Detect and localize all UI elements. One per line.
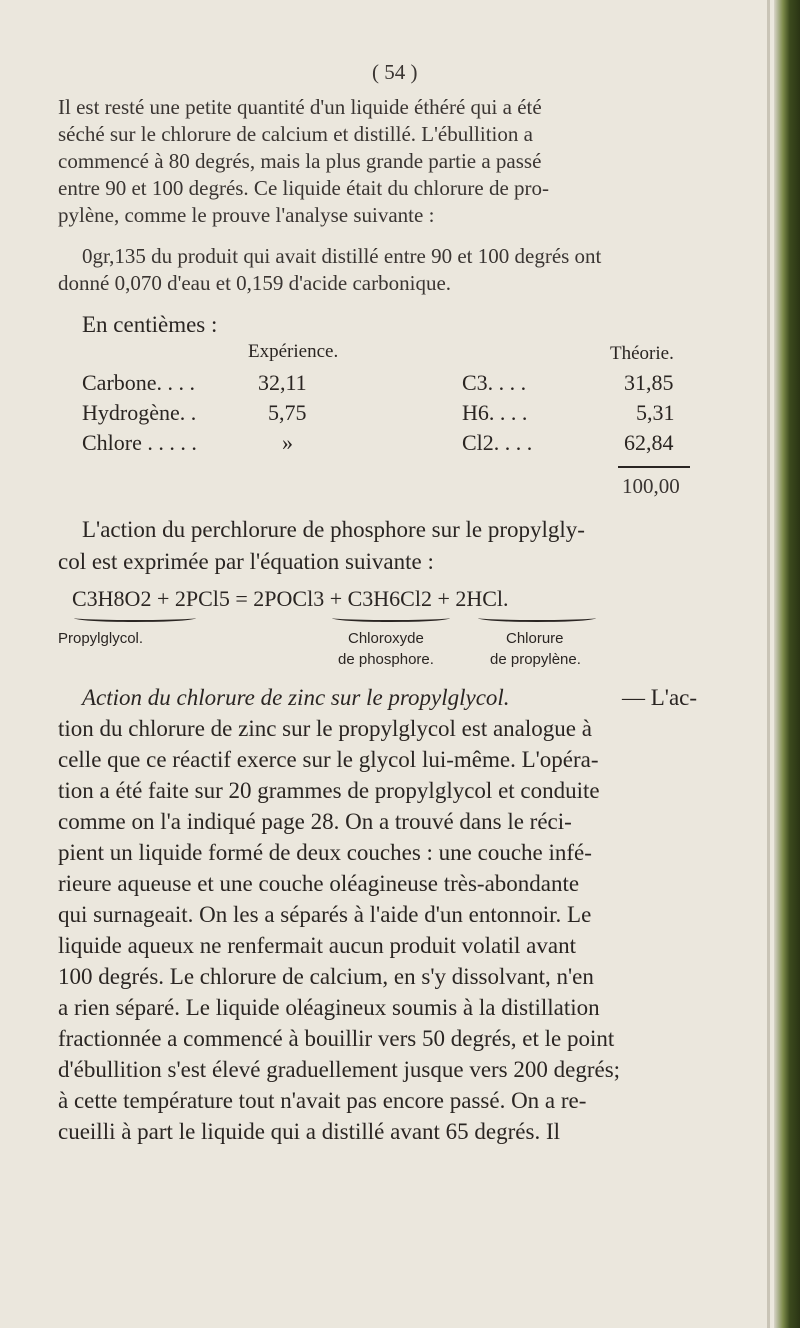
section-line-8: liquide aqueux ne renfermait aucun produit volatil avant [58, 933, 576, 958]
label-oxychloride-2: de phosphore. [338, 651, 434, 668]
reaction-line-1: L'action du perchlorure de phosphore sur le propylgly- [82, 517, 585, 542]
row-carbon-formula: C3. . . . [462, 370, 527, 395]
total-rule [618, 466, 690, 468]
intro-line-5: pylène, comme le prouve l'analyse suivante : [58, 203, 435, 227]
page-binding-edge [774, 0, 800, 1328]
section-title: Action du chlorure de zinc sur le propylglycol. [82, 685, 510, 710]
intro-line-4: entre 90 et 100 degrés. Ce liquide était du chlorure de pro- [58, 176, 549, 200]
page-edge-line [767, 0, 770, 1328]
section-line-11: fractionnée a commencé à bouillir vers 50 degrés, et le point [58, 1026, 615, 1051]
row-hydrogen-theory: 5,31 [636, 400, 675, 425]
row-carbon-theory: 31,85 [624, 370, 674, 395]
section-line-3: tion a été faite sur 20 grammes de propylglycol et conduite [58, 778, 600, 803]
brace-propylglycol [74, 614, 196, 622]
col-experience: Expérience. [248, 341, 339, 362]
section-line-0: — L'ac- [622, 685, 698, 710]
intro-line-2: séché sur le chlorure de calcium et distillé. L'ébullition a [58, 122, 533, 146]
section-line-9: 100 degrés. Le chlorure de calcium, en s'y dissolvant, n'en [58, 964, 594, 989]
row-chlorine-name: Chlore . . . . . [82, 430, 197, 455]
analysis-line-1: 0gr,135 du produit qui avait distillé entre 90 et 100 degrés ont [82, 244, 602, 268]
brace-chloride [478, 614, 596, 622]
row-chlorine-formula: Cl2. . . . [462, 430, 533, 455]
row-hydrogen-name: Hydrogène. . [82, 400, 197, 425]
equation: C3H8O2 + 2PCl5 = 2POCl3 + C3H6Cl2 + 2HCl. [72, 586, 509, 611]
row-hydrogen-exp: 5,75 [268, 400, 307, 425]
section-line-10: a rien séparé. Le liquide oléagineux soumis à la distillation [58, 995, 600, 1020]
section-line-6: rieure aqueuse et une couche oléagineuse très-abondante [58, 871, 580, 896]
section-line-14: cueilli à part le liquide qui a distillé avant 65 degrés. Il [58, 1119, 561, 1144]
intro-line-1: Il est resté une petite quantité d'un liquide éthéré qui a été [58, 95, 542, 119]
section-line-2: celle que ce réactif exerce sur le glycol lui-même. L'opéra- [58, 747, 599, 772]
brace-oxychloride [332, 614, 450, 622]
table-intro: En centièmes : [82, 312, 218, 337]
intro-line-3: commencé à 80 degrés, mais la plus grande partie a passé [58, 149, 542, 173]
section-line-1: tion du chlorure de zinc sur le propylglycol est analogue à [58, 716, 592, 741]
reaction-line-2: col est exprimée par l'équation suivante : [58, 549, 434, 574]
analysis-line-2: donné 0,070 d'eau et 0,159 d'acide carbonique. [58, 271, 452, 295]
row-carbon-exp: 32,11 [258, 370, 307, 395]
section-line-5: pient un liquide formé de deux couches : une couche infé- [58, 840, 592, 865]
section-line-13: à cette température tout n'avait pas encore passé. On a re- [58, 1088, 587, 1113]
label-chloride-2: de propylène. [490, 651, 581, 668]
row-carbon-name: Carbone. . . . [82, 370, 196, 395]
page-number: ( 54 ) [372, 60, 418, 84]
table-total: 100,00 [622, 474, 680, 498]
section-line-12: d'ébullition s'est élevé graduellement jusque vers 200 degrés; [58, 1057, 621, 1082]
row-chlorine-theory: 62,84 [624, 430, 674, 455]
label-propylglycol: Propylglycol. [58, 630, 144, 647]
label-chloride-1: Chlorure [506, 630, 564, 647]
row-chlorine-exp: » [282, 430, 293, 455]
row-hydrogen-formula: H6. . . . [462, 400, 528, 425]
section-line-7: qui surnageait. On les a séparés à l'aide d'un entonnoir. Le [58, 902, 592, 927]
label-oxychloride-1: Chloroxyde [348, 630, 424, 647]
col-theory: Théorie. [610, 343, 674, 364]
section-line-4: comme on l'a indiqué page 28. On a trouvé dans le réci- [58, 809, 572, 834]
